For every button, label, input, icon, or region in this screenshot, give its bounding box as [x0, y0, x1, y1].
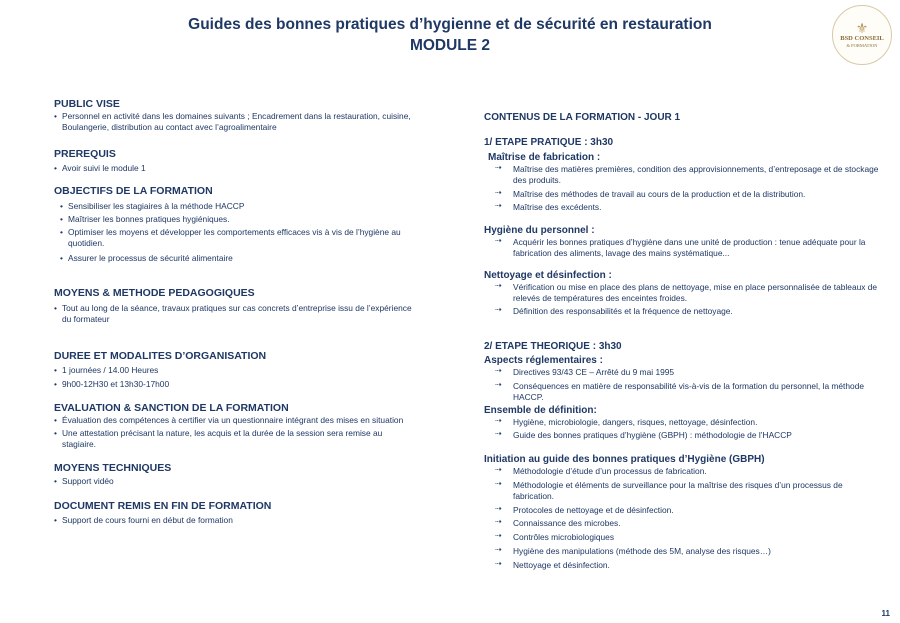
section-objectifs [54, 185, 414, 263]
etape-theorique-heading: 2/ ETAPE THEORIQUE : 3h30 [484, 341, 622, 353]
arrow-list [484, 466, 884, 570]
arrow-icon: ⇢ [495, 429, 502, 439]
section-techniques [54, 462, 414, 487]
list-item: ⇢ Hygiène, microbiologie, dangers, risques, nettoyage, désinfection. [495, 415, 758, 427]
logo-emblem-icon: ⚜ [855, 20, 869, 36]
bullet-list [54, 365, 414, 390]
bullet-list [54, 415, 414, 450]
section-heading: MOYENS & METHODE PEDAGOGIQUES [54, 287, 255, 300]
subsection-heading: Aspects réglementaires : [484, 355, 603, 367]
list-item: • Une attestation précisant la nature, les acquis et la durée de la session sera remise au stagiaire. [54, 428, 414, 450]
section-heading: MOYENS TECHNIQUES [54, 461, 172, 474]
arrow-icon: ⇢ [495, 558, 502, 568]
module-subtitle: MODULE 2 [409, 37, 491, 54]
list-item: ⇢ Protocoles de nettoyage et de désinfection. [495, 503, 674, 515]
arrow-icon: ⇢ [495, 503, 502, 513]
left-column [54, 98, 414, 526]
subsection-heading: Hygiène du personnel : [484, 225, 595, 237]
list-item: • Sensibiliser les stagiaires à la méthode HACCP [60, 201, 414, 212]
page-title: Guides des bonnes pratiques d’hygienne et de sécurité en restauration [188, 16, 712, 33]
list-item: • Support de cours fourni en début de formation [54, 515, 414, 526]
section-heading: DOCUMENT REMIS EN FIN DE FORMATION [54, 499, 272, 512]
list-item: ⇢ Méthodologie et éléments de surveillance pour la maîtrise des risques d’un processus de fabrication. [495, 478, 843, 501]
list-item: • Assurer le processus de sécurité alimentaire [60, 253, 414, 264]
etape-pratique-heading: 1/ ETAPE PRATIQUE : 3h30 [484, 137, 614, 148]
subsection-heading: Initiation au guide des bonnes pratiques d’Hygiène (GBPH) [484, 454, 765, 466]
arrow-icon: ⇢ [495, 163, 502, 172]
bullet-list [54, 476, 414, 487]
arrow-list [484, 282, 884, 317]
list-item: ⇢ Directives 93/43 CE – Arrêté du 9 mai 1995 [495, 366, 675, 378]
bullet-list [54, 111, 414, 133]
section-evaluation [54, 402, 414, 450]
right-column [484, 111, 884, 571]
arrow-list [484, 367, 884, 402]
list-item: • Évaluation des compétences à certifier via un questionnaire intégrant des mises en situation [54, 415, 414, 426]
company-logo [832, 5, 892, 65]
list-item: ⇢ Contrôles microbiologiques [495, 531, 615, 543]
arrow-icon: ⇢ [495, 415, 502, 425]
list-item: • 1 journées / 14.00 Heures [54, 365, 414, 376]
arrow-icon: ⇢ [495, 379, 502, 389]
arrow-icon: ⇢ [495, 544, 502, 554]
list-item: ⇢ Maîtrise des matières premières, condition des approvisionnements, d’entreposage et de stockage des produits. [495, 163, 879, 185]
arrow-icon: ⇢ [495, 201, 502, 211]
section-moyens [54, 287, 414, 325]
section-duree [54, 350, 414, 390]
section-heading: DUREE ET MODALITES D’ORGANISATION [54, 349, 267, 362]
arrow-icon: ⇢ [495, 517, 502, 527]
list-item: ⇢ Hygiène des manipulations (méthode des 5M, analyse des risques…) [495, 544, 771, 556]
list-item: ⇢ Connaissance des microbes. [495, 517, 621, 529]
section-heading: EVALUATION & SANCTION DE LA FORMATION [54, 401, 289, 414]
list-item: ⇢ Conséquences en matière de responsabilité vis-à-vis de la formation du personnel, la méthode HACCP. [495, 379, 865, 402]
subsection-heading: Ensemble de définition: [484, 404, 597, 416]
bullet-list [54, 201, 414, 263]
arrow-list [484, 164, 884, 213]
arrow-icon: ⇢ [495, 280, 502, 290]
bullet-list [54, 515, 414, 526]
list-item: ⇢ Maîtrise des méthodes de travail au cours de la production et de la distribution. [495, 187, 806, 199]
section-heading: PREREQUIS [54, 147, 116, 160]
list-item: • Personnel en activité dans les domaines suivants ; Encadrement dans la restauration, cuisine, Boulangerie, distribution au contact avec l’agroalimentaire [54, 111, 414, 133]
arrow-icon: ⇢ [495, 236, 502, 246]
list-item: • Maîtriser les bonnes pratiques hygiéniques. [60, 214, 414, 225]
list-item: • Support vidéo [54, 476, 414, 487]
section-document [54, 500, 414, 526]
section-heading: PUBLIC VISE [54, 98, 120, 110]
list-item: • Optimiser les moyens et développer les comportements efficaces vis à vis de l’hygiène au quotidien. [60, 227, 414, 249]
list-item: • 9h00-12H30 et 13h30-17h00 [54, 379, 414, 390]
bullet-list [54, 303, 414, 325]
arrow-icon: ⇢ [495, 366, 502, 376]
arrow-icon: ⇢ [495, 465, 502, 475]
list-item: ⇢ Définition des responsabilités et la fréquence de nettoyage. [495, 305, 733, 317]
section-public [54, 98, 414, 133]
list-item: ⇢ Méthodologie d’étude d’un processus de fabrication. [495, 465, 707, 477]
list-item: ⇢ Nettoyage et désinfection. [495, 558, 610, 570]
section-prerequis [54, 148, 414, 174]
arrow-list [484, 417, 884, 442]
list-item: ⇢ Vérification ou mise en place des plans de nettoyage, mise en place personnalisée de tableaux de relevés de températures des enceintes froides. [495, 280, 878, 303]
list-item: ⇢ Maîtrise des excédents. [495, 201, 602, 213]
contents-heading: CONTENUS DE LA FORMATION - JOUR 1 [484, 112, 681, 123]
arrow-icon: ⇢ [495, 531, 502, 541]
page-number: 11 [881, 609, 890, 618]
section-heading: OBJECTIFS DE LA FORMATION [54, 185, 213, 198]
arrow-list [484, 237, 884, 259]
arrow-icon: ⇢ [495, 478, 502, 488]
list-item: • Avoir suivi le module 1 [54, 163, 414, 174]
arrow-icon: ⇢ [495, 187, 502, 197]
bullet-list [54, 163, 414, 174]
subsection-heading: Maîtrise de fabrication : [488, 152, 601, 163]
list-item: ⇢ Guide des bonnes pratiques d’hygiène (GBPH) : méthodologie de l’HACCP [495, 429, 792, 441]
arrow-icon: ⇢ [495, 305, 502, 315]
list-item: • Tout au long de la séance, travaux pratiques sur cas concrets d’entreprise issu de l’expérience du formateur [54, 303, 414, 325]
logo-line2: & FORMATION [846, 43, 878, 48]
logo-line1: BSD CONSEIL [840, 35, 884, 42]
subsection-heading: Nettoyage et désinfection : [484, 269, 612, 281]
list-item: ⇢ Acquérir les bonnes pratiques d’hygiène dans une unité de production : tenue adéquate pour la fabrication des aliments, lavage des mains systématique... [495, 236, 866, 258]
